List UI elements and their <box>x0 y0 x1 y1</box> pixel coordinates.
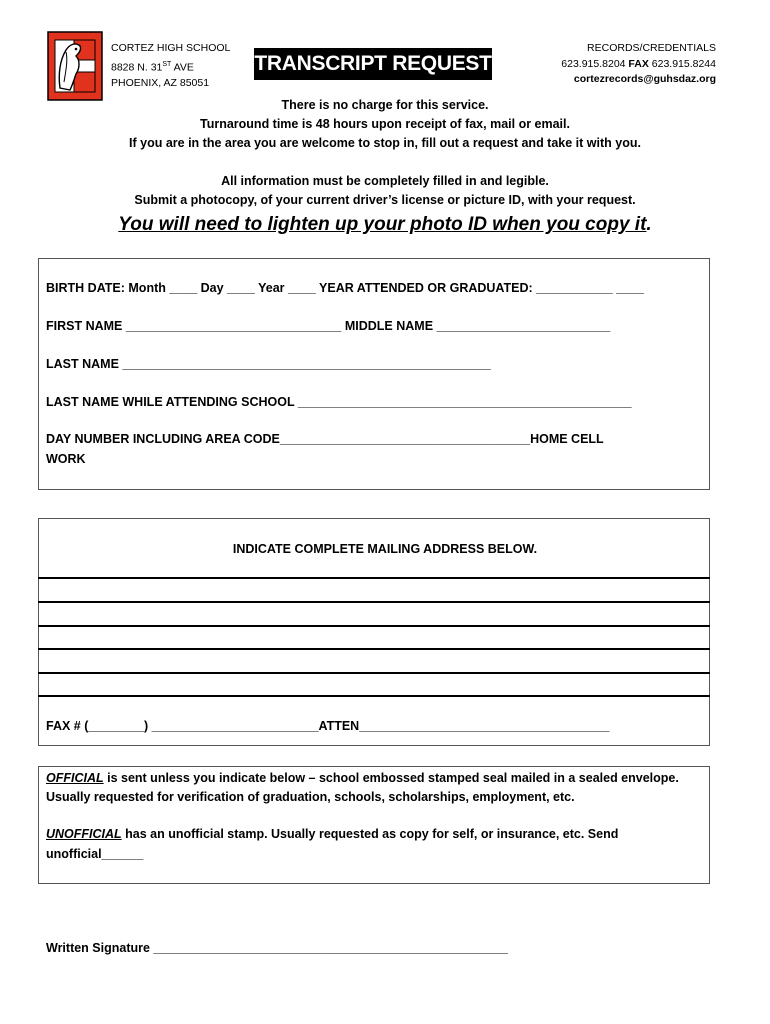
records-email: cortezrecords@guhsdaz.org <box>573 73 716 85</box>
address-line[interactable] <box>38 648 710 650</box>
address-line[interactable] <box>38 577 710 579</box>
page-title: TRANSCRIPT REQUEST <box>254 48 492 80</box>
school-address <box>111 41 230 91</box>
school-logo-icon <box>46 30 104 102</box>
intro-line-3: If you are in the area you are welcome to stop in, fill out a request and take it with you. <box>129 136 641 150</box>
photo-id-notice: You will need to lighten up your photo ID when you copy it. <box>118 214 652 235</box>
school-street: 8828 N. 31ST AVE <box>111 60 194 73</box>
address-line[interactable] <box>38 695 710 697</box>
official-text-2: Usually requested for verification of graduation, schools, scholarships, employment, etc. <box>46 790 575 804</box>
work-label: WORK <box>46 452 86 466</box>
last-name-school-field[interactable]: LAST NAME WHILE ATTENDING SCHOOL ________________________________________________ <box>46 395 632 409</box>
records-phone-fax: 623.915.8204 FAX 623.915.8244 <box>561 57 716 70</box>
school-name: CORTEZ HIGH SCHOOL <box>111 42 231 54</box>
address-line[interactable] <box>38 672 710 674</box>
intro-line-4: All information must be completely filled in and legible. <box>221 174 549 188</box>
address-line[interactable] <box>38 625 710 627</box>
intro-line-2: Turnaround time is 48 hours upon receipt of fax, mail or email. <box>200 117 570 131</box>
records-contact <box>561 41 716 88</box>
intro-line-1: There is no charge for this service. <box>281 98 489 112</box>
birth-date-field[interactable]: BIRTH DATE: Month ____ Day ____ Year ____ YEAR ATTENDED OR GRADUATED: ___________ ____ <box>46 281 644 295</box>
last-name-field[interactable]: LAST NAME _____________________________________________________ <box>46 357 491 371</box>
official-text: OFFICIAL is sent unless you indicate below – school embossed stamped seal mailed in a sealed envelope. <box>46 771 679 785</box>
name-field[interactable]: FIRST NAME _______________________________ MIDDLE NAME _________________________ <box>46 319 611 333</box>
fax-atten-field[interactable]: FAX # (________) ________________________ATTEN____________________________________ <box>46 719 610 733</box>
mailing-heading: INDICATE COMPLETE MAILING ADDRESS BELOW. <box>232 542 538 556</box>
unofficial-field[interactable]: unofficial______ <box>46 847 144 861</box>
day-number-field[interactable]: DAY NUMBER INCLUDING AREA CODE____________________________________HOME CELL <box>46 432 604 446</box>
signature-field[interactable]: Written Signature ___________________________________________________ <box>46 941 508 955</box>
records-department: RECORDS/CREDENTIALS <box>587 42 716 54</box>
intro-line-5: Submit a photocopy, of your current driver’s license or picture ID, with your request. <box>134 193 636 207</box>
school-city: PHOENIX, AZ 85051 <box>111 76 210 89</box>
unofficial-text: UNOFFICIAL has an unofficial stamp. Usually requested as copy for self, or insurance, etc. Send <box>46 827 619 841</box>
address-line[interactable] <box>38 601 710 603</box>
